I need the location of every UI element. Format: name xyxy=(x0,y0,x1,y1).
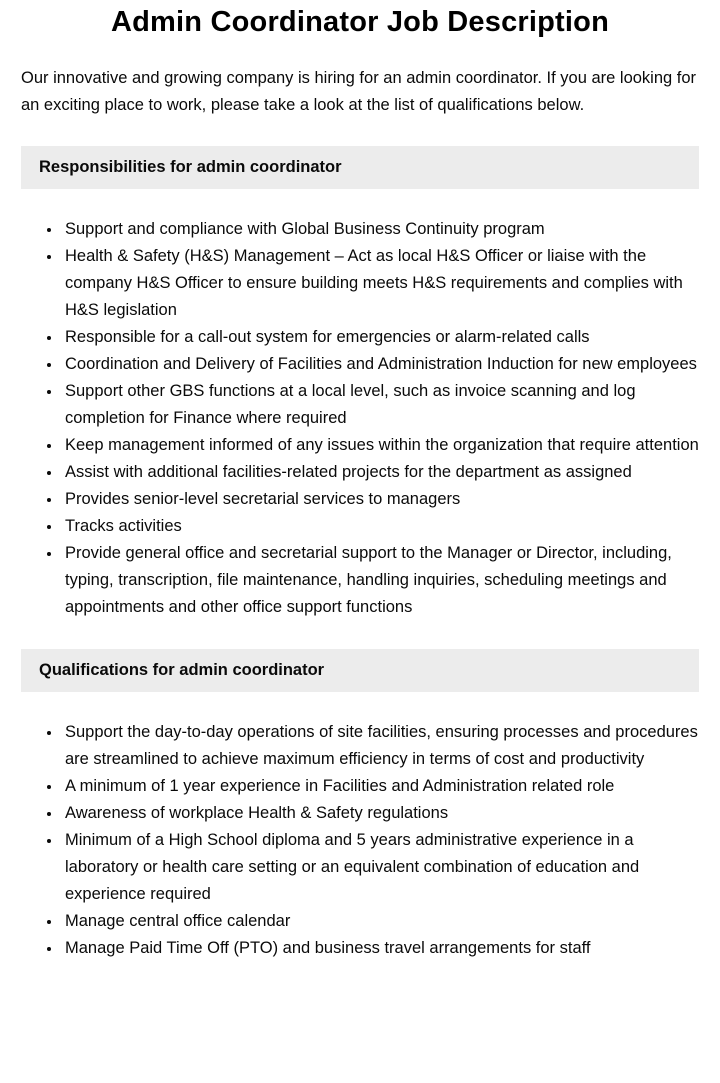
list-item: • Tracks activities xyxy=(62,513,699,540)
list-item: • Manage Paid Time Off (PTO) and business travel arrangements for staff xyxy=(62,935,699,962)
list-item: • Manage central office calendar xyxy=(62,908,699,935)
list-item: • Provide general office and secretarial support to the Manager or Director, including, typing, transcription, file maintenance, handling inquiries, scheduling meetings and appointments and other office support functions xyxy=(62,540,699,621)
list-item: • Assist with additional facilities-related projects for the department as assigned xyxy=(62,459,699,486)
list-item: • Support the day-to-day operations of site facilities, ensuring processes and procedures are streamlined to achieve maximum efficiency in terms of cost and productivity xyxy=(62,719,699,773)
list-item: • Support other GBS functions at a local level, such as invoice scanning and log completion for Finance where required xyxy=(62,378,699,432)
section-heading-text: Qualifications for admin coordinator xyxy=(39,661,325,679)
list-item: • Awareness of workplace Health & Safety regulations xyxy=(62,800,699,827)
list-item: • Keep management informed of any issues within the organization that require attention xyxy=(62,432,699,459)
intro-paragraph: Our innovative and growing company is hiring for an admin coordinator. If you are looking for an exciting place to work, please take a look at the list of qualifications below. xyxy=(21,69,697,114)
responsibilities-list xyxy=(21,216,699,621)
section-header-qualifications xyxy=(21,649,699,692)
list-item: • Health & Safety (H&S) Management – Act as local H&S Officer or liaise with the company H&S Officer to ensure building meets H&S requirements and complies with H&S legislation xyxy=(62,243,699,324)
list-item: • Coordination and Delivery of Facilities and Administration Induction for new employees xyxy=(62,351,699,378)
page-title: Admin Coordinator Job Description xyxy=(111,6,609,38)
section-header-responsibilities xyxy=(21,146,699,189)
list-item: • Support and compliance with Global Business Continuity program xyxy=(62,216,699,243)
section-heading-text: Responsibilities for admin coordinator xyxy=(39,158,342,176)
list-item: • Provides senior-level secretarial services to managers xyxy=(62,486,699,513)
qualifications-list xyxy=(21,719,699,962)
list-item: • Responsible for a call-out system for emergencies or alarm-related calls xyxy=(62,324,699,351)
list-item: • A minimum of 1 year experience in Facilities and Administration related role xyxy=(62,773,699,800)
list-item: • Minimum of a High School diploma and 5 years administrative experience in a laboratory or health care setting or an equivalent combination of education and experience required xyxy=(62,827,699,908)
